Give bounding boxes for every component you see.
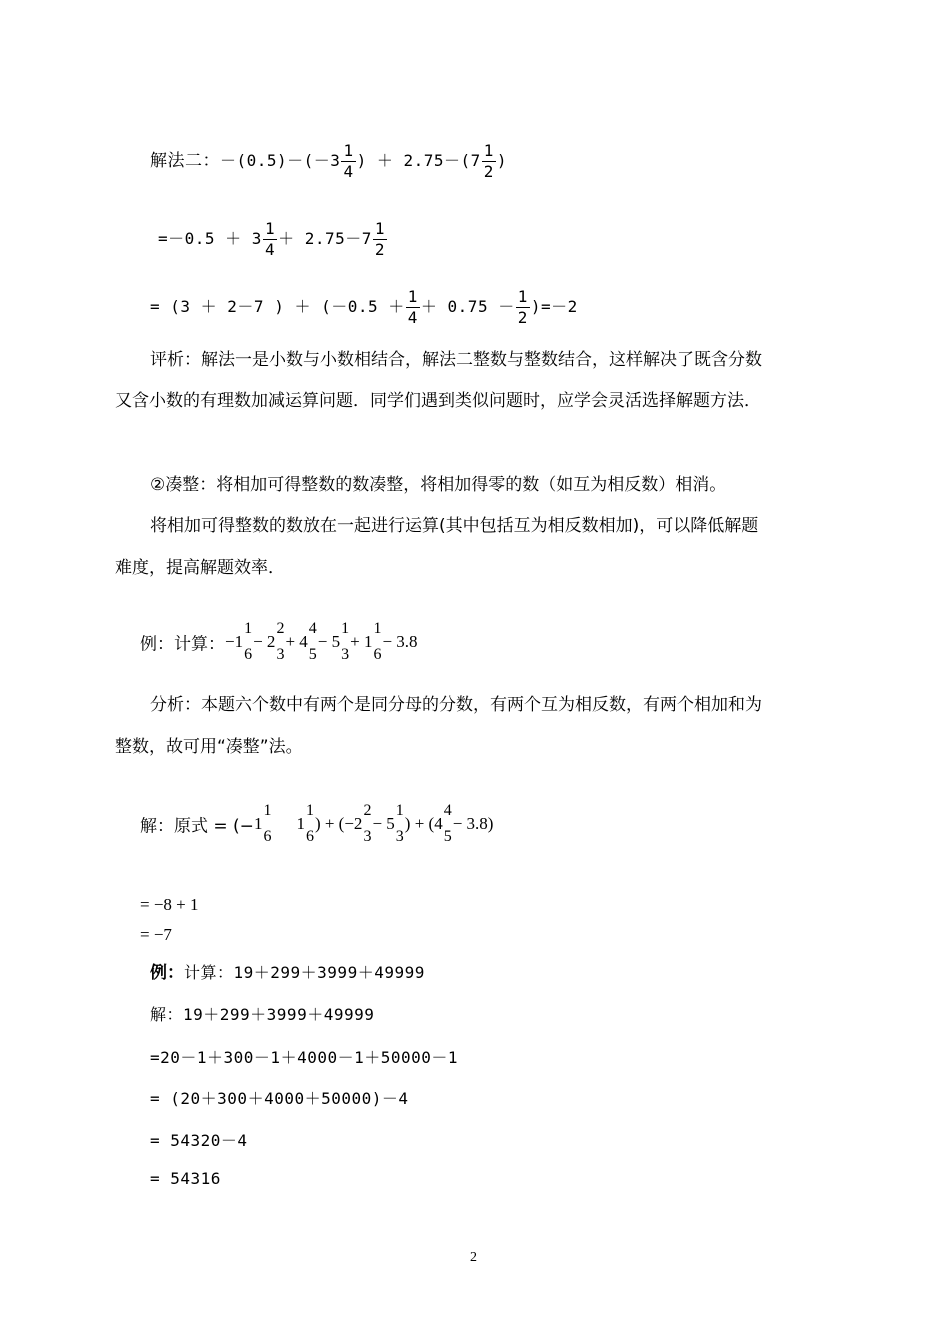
comment-line-1: 评析：解法一是小数与小数相结合，解法二整数与整数结合，这样解决了既含分数 <box>150 350 762 370</box>
fraction: $\frac{1}{2}$ <box>483 141 494 181</box>
fraction: $\frac{1}{4}$ <box>343 141 354 181</box>
solution1-line: 解：原式 = (−1 1 6 1 1 6 ) + (−2 2 3 − 5 1 3 ) + (4 4 5 − 3.8) <box>140 800 493 848</box>
page-number: 2 <box>470 1250 477 1265</box>
fraction: 1 6 <box>305 802 314 845</box>
solution1-label: 解：原式 = (− <box>140 816 254 837</box>
fraction: $\frac{1}{2}$ <box>517 287 528 327</box>
example2-step-2: =20－1＋300－1＋4000－1＋50000－1 <box>150 1048 459 1067</box>
comment-line-2: 又含小数的有理数加减运算问题．同学们遇到类似问题时，应学会灵活选择解题方法． <box>115 391 761 411</box>
analysis-line-1: 分析：本题六个数中有两个是同分母的分数，有两个互为相反数，有两个相加和为 <box>150 695 762 715</box>
analysis-line-2: 整数，故可用“凑整”法。 <box>115 737 303 757</box>
solution1-result-1: = −8 + 1 <box>140 895 199 914</box>
fraction: 1 6 <box>263 802 272 845</box>
fraction: 2 3 <box>363 802 372 845</box>
example2-step-1: 解：19＋299＋3999＋49999 <box>150 1005 375 1024</box>
method2-line-3: = (3 ＋ 2－7 ) ＋ (－0.5 ＋ $\frac{1}{4}$ ＋ 0.75 － $\frac{1}{2}$ )=－2 <box>150 287 578 327</box>
fraction: $\frac{1}{4}$ <box>264 219 276 259</box>
section-paragraph-line-2: 难度，提高解题效率． <box>115 558 285 578</box>
fraction: $\frac{1}{4}$ <box>407 287 418 327</box>
section-heading: ②凑整：将相加可得整数的数凑整，将相加得零的数（如互为相反数）相消。 <box>150 475 727 495</box>
method2-line-2: =－0.5 ＋ 3 $\frac{1}{4}$ ＋ 2.75－7 $\frac{1}{2}$ <box>158 219 386 259</box>
method2-line-1: 解法二：－(0.5)－(－3 $\frac{1}{4}$ ) ＋ 2.75－(7 $\frac{1}{2}$ ) <box>150 141 508 181</box>
fraction: 4 5 <box>308 620 317 663</box>
example2-step-5: = 54316 <box>150 1169 221 1188</box>
example2-step-4: = 54320－4 <box>150 1131 248 1150</box>
fraction: 1 3 <box>341 620 350 663</box>
fraction: 1 3 <box>395 802 404 845</box>
fraction: 4 5 <box>443 802 452 845</box>
section-paragraph-line-1: 将相加可得整数的数放在一起进行运算(其中包括互为相反数相加)，可以降低解题 <box>150 516 759 536</box>
fraction: $\frac{1}{2}$ <box>374 219 386 259</box>
example2-line: 例：计算：19＋299＋3999＋49999 <box>150 963 425 983</box>
method2-label: 解法二： <box>150 151 220 171</box>
fraction: 1 6 <box>373 620 382 663</box>
example1-label: 例：计算： <box>140 634 225 655</box>
fraction: 2 3 <box>276 620 285 663</box>
example1-line: 例：计算：−1 1 6 − 2 2 3 + 4 4 5 − 5 1 3 + 1 1 6 − 3.8 <box>140 618 418 666</box>
fraction: 1 6 <box>244 620 253 663</box>
solution1-result-2: = −7 <box>140 925 172 944</box>
example2-label: 例： <box>150 963 184 983</box>
example2-step-3: = (20＋300＋4000＋50000)－4 <box>150 1089 409 1108</box>
